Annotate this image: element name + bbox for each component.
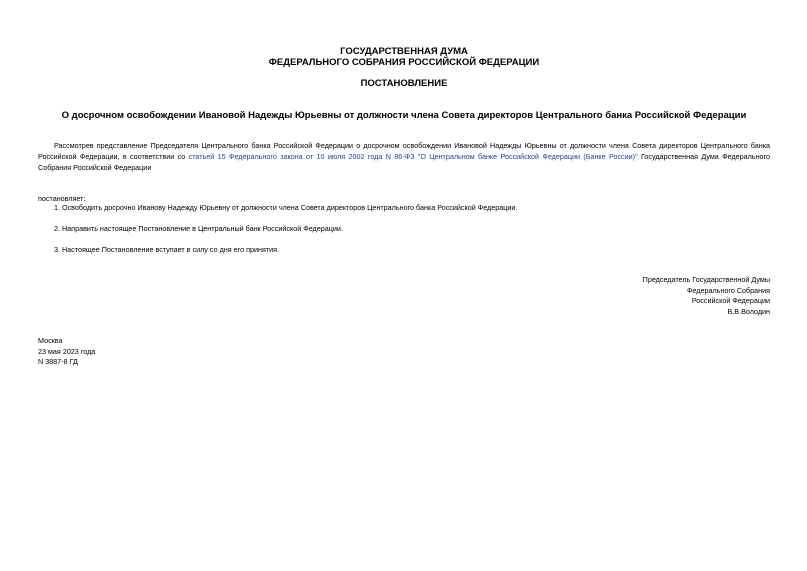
signatory-position-line-3: Российской Федерации xyxy=(691,296,770,305)
issuing-body-line-2: ФЕДЕРАЛЬНОГО СОБРАНИЯ РОССИЙСКОЙ ФЕДЕРАЦИИ xyxy=(268,57,540,68)
signing-city: Москва xyxy=(38,336,63,345)
resolution-item-1: 1. Освободить досрочно Иванову Надежду Юрьевну от должности члена Совета директоров Центрального банка Российской Федерации. xyxy=(54,203,518,212)
preamble-paragraph xyxy=(38,140,770,173)
preamble-text-end: Государственная Дума Федерального Собрания Российской Федерации xyxy=(38,152,771,172)
resolution-item-3: 3. Настоящее Постановление вступает в силу со дня его принятия. xyxy=(54,245,280,254)
signing-date: 23 мая 2023 года xyxy=(38,346,96,356)
signature-block xyxy=(643,275,770,317)
decides-label: постановляет: xyxy=(38,194,86,203)
signatory-position-line-1: Председатель Государственной Думы xyxy=(642,275,770,284)
issuing-body xyxy=(38,46,770,68)
signatory-name: В.В.Володин xyxy=(727,306,770,316)
document-type: ПОСТАНОВЛЕНИЕ xyxy=(360,78,448,89)
preamble-text-start: Рассмотрев представление Председателя Центрального банка Российской Федерации о досрочном освобождении Ивановой Надежды Юрьевны от должности члена Совета директоров Центрального банка Российской Федерации, в соответствии со xyxy=(38,141,770,161)
signatory-position-line-2: Федерального Собрания xyxy=(686,285,770,295)
document-number: N 3887-8 ГД xyxy=(38,357,78,366)
law-reference-link[interactable]: статьей 15 Федерального закона от 10 июля 2002 года N 86-ФЗ "О Центральном банке Российской Федерации (Банке России)" xyxy=(188,152,638,161)
resolution-item-2: 2. Направить настоящее Постановление в Центральный банк Российской Федерации. xyxy=(54,224,343,233)
document-title: О досрочном освобождении Ивановой Надежды Юрьевны от должности члена Совета директоров Центрального банка Российской Федерации xyxy=(61,110,747,121)
issuing-body-line-1: ГОСУДАРСТВЕННАЯ ДУМА xyxy=(340,46,468,57)
document-footer xyxy=(38,336,95,368)
